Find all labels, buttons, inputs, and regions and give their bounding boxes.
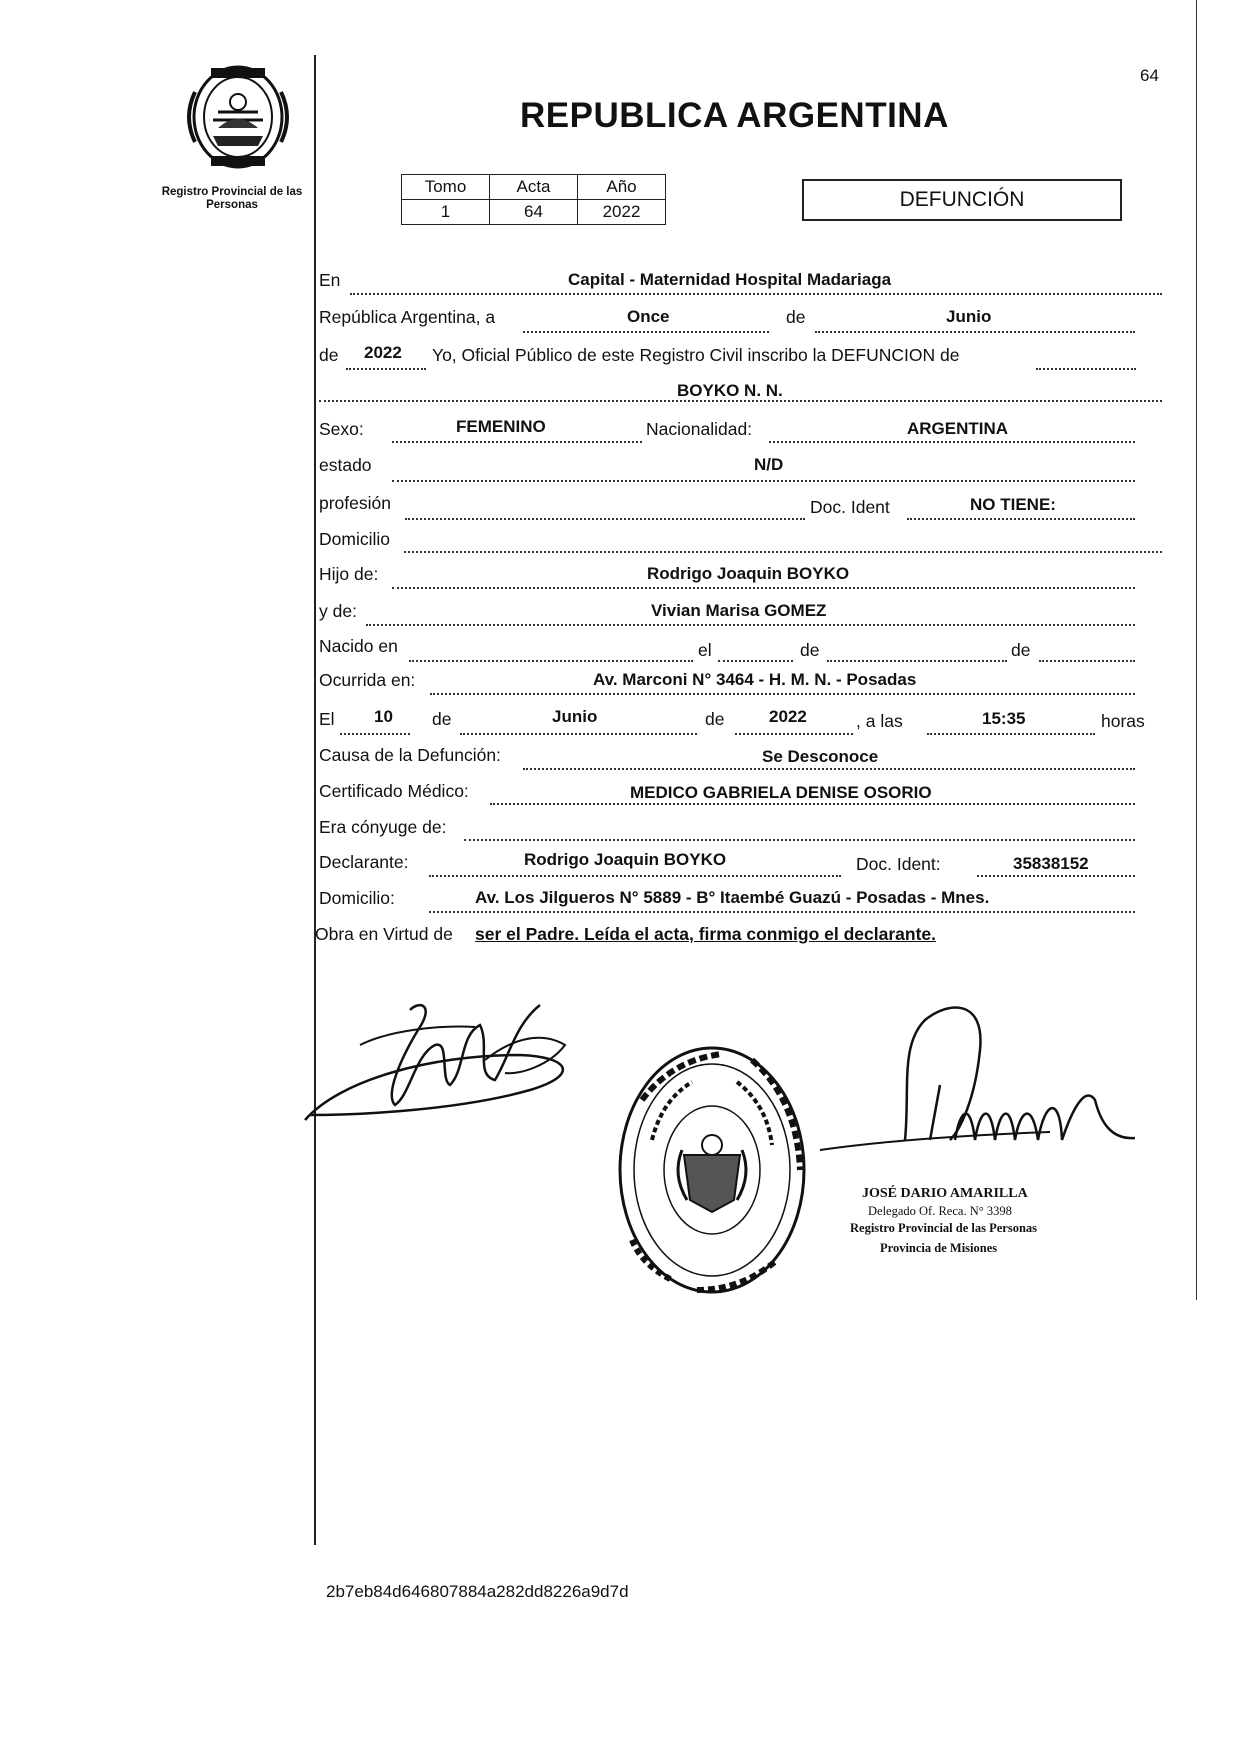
official-signature	[810, 990, 1160, 1210]
declarant-value: Rodrigo Joaquin BOYKO	[524, 850, 727, 869]
official-province: Provincia de Misiones	[880, 1241, 998, 1255]
doc-ident-value: NO TIENE:	[970, 495, 1056, 514]
dotted-line	[827, 660, 1007, 662]
place-value: Capital - Maternidad Hospital Madariaga	[568, 270, 892, 289]
de-label: de	[705, 709, 725, 729]
marital-status-value: N/D	[754, 455, 784, 474]
mother-value: Vivian Marisa GOMEZ	[651, 601, 827, 620]
year-value: 2022	[364, 343, 402, 362]
address-label: Domicilio	[319, 529, 390, 549]
spouse-label: Era cónyuge de:	[319, 817, 447, 837]
dotted-line	[769, 441, 1135, 443]
by-virtue-label: Obra en Virtud de	[315, 924, 453, 944]
tomo-header: Tomo	[402, 175, 490, 200]
declarant-doc-label: Doc. Ident:	[856, 854, 941, 874]
hours-label: horas	[1101, 711, 1145, 731]
el-label: el	[698, 640, 712, 660]
certificate-label: Certificado Médico:	[319, 781, 469, 801]
dotted-line	[405, 518, 805, 520]
dotted-line	[523, 331, 769, 333]
dotted-line	[490, 803, 1135, 805]
republica-label: República Argentina, a	[319, 307, 496, 327]
certificate-value: MEDICO GABRIELA DENISE OSORIO	[630, 783, 932, 802]
de-label: de	[432, 709, 452, 729]
declarant-address-value: Av. Los Jilgueros N° 5889 - B° Itaembé Guazú - Posadas - Mnes.	[475, 888, 990, 907]
dotted-line	[340, 733, 410, 735]
sex-value: FEMENINO	[456, 417, 546, 436]
profession-label: profesión	[319, 493, 391, 513]
sex-label: Sexo:	[319, 419, 364, 439]
dotted-line	[409, 660, 693, 662]
reference-value-row	[402, 200, 666, 225]
de-label: de	[786, 307, 806, 327]
official-seal	[612, 1040, 812, 1300]
en-label: En	[319, 270, 341, 290]
dotted-line	[429, 875, 841, 877]
right-border-line	[1196, 0, 1197, 1300]
acta-value: 64	[490, 200, 578, 225]
acta-header: Acta	[490, 175, 578, 200]
dotted-line	[346, 368, 426, 370]
day-words-value: Once	[627, 307, 670, 326]
dotted-line	[718, 660, 793, 662]
death-day-value: 10	[374, 707, 393, 726]
dotted-line	[460, 733, 697, 735]
marital-status-label: estado	[319, 455, 372, 475]
dotted-line	[430, 693, 1135, 695]
page-number: 64	[1140, 66, 1159, 85]
province-crest-logo	[183, 62, 293, 172]
dotted-line	[1036, 368, 1136, 370]
anio-header: Año	[578, 175, 666, 200]
dotted-line	[429, 911, 1135, 913]
declarant-doc-value: 35838152	[1013, 854, 1089, 873]
page-title: REPUBLICA ARGENTINA	[520, 96, 949, 135]
tomo-value: 1	[402, 200, 490, 225]
dotted-line	[392, 441, 642, 443]
official-title: Delegado Of. Reca. N° 3398	[868, 1204, 1012, 1218]
el-label: El	[319, 709, 335, 729]
registry-label: Registro Provincial de las Personas	[161, 186, 303, 211]
born-in-label: Nacido en	[319, 636, 398, 656]
death-month-value: Junio	[552, 707, 598, 726]
act-type-box: DEFUNCIÓN	[802, 179, 1122, 221]
month-value: Junio	[946, 307, 992, 326]
father-value: Rodrigo Joaquin BOYKO	[647, 564, 850, 583]
mother-label: y de:	[319, 601, 357, 621]
declaration-text: Yo, Oficial Público de este Registro Civil inscribo la DEFUNCION de	[432, 345, 960, 365]
official-registry: Registro Provincial de las Personas	[850, 1221, 1038, 1235]
doc-ident-label: Doc. Ident	[810, 497, 890, 517]
dotted-line	[735, 733, 853, 735]
dotted-line	[907, 518, 1135, 520]
nationality-value: ARGENTINA	[907, 419, 1009, 438]
de-label: de	[800, 640, 820, 660]
dotted-line	[392, 480, 1135, 482]
anio-value: 2022	[578, 200, 666, 225]
reference-table	[401, 174, 666, 225]
nationality-label: Nacionalidad:	[646, 419, 753, 439]
death-year-value: 2022	[769, 707, 807, 726]
by-virtue-value: ser el Padre. Leída el acta, firma conmigo el declarante.	[475, 924, 937, 944]
declarant-signature	[300, 985, 620, 1135]
deceased-name-value: BOYKO N. N.	[677, 381, 783, 400]
declarant-label: Declarante:	[319, 852, 409, 872]
de-label: de	[1011, 640, 1031, 660]
dotted-line	[977, 875, 1135, 877]
dotted-line	[815, 331, 1135, 333]
document-hash: 2b7eb84d646807884a282dd8226a9d7d	[326, 1582, 629, 1601]
occurred-in-value: Av. Marconi N° 3464 - H. M. N. - Posadas	[593, 670, 917, 689]
death-time-value: 15:35	[982, 709, 1026, 728]
dotted-line	[927, 733, 1095, 735]
dotted-line	[1039, 660, 1135, 662]
margin-line	[314, 55, 316, 1545]
at-label: , a las	[856, 711, 903, 731]
dotted-line	[392, 587, 1135, 589]
dotted-line	[464, 839, 1135, 841]
official-name: JOSÉ DARIO AMARILLA	[862, 1186, 1028, 1201]
occurred-in-label: Ocurrida en:	[319, 670, 416, 690]
dotted-line	[523, 768, 1135, 770]
dotted-line	[366, 624, 1135, 626]
reference-header-row	[402, 175, 666, 200]
dotted-line	[404, 551, 1162, 553]
cause-label: Causa de la Defunción:	[319, 745, 501, 765]
declarant-address-label: Domicilio:	[319, 888, 395, 908]
cause-value: Se Desconoce	[762, 747, 879, 766]
dotted-line	[350, 293, 1162, 295]
father-label: Hijo de:	[319, 564, 379, 584]
de-label: de	[319, 345, 339, 365]
